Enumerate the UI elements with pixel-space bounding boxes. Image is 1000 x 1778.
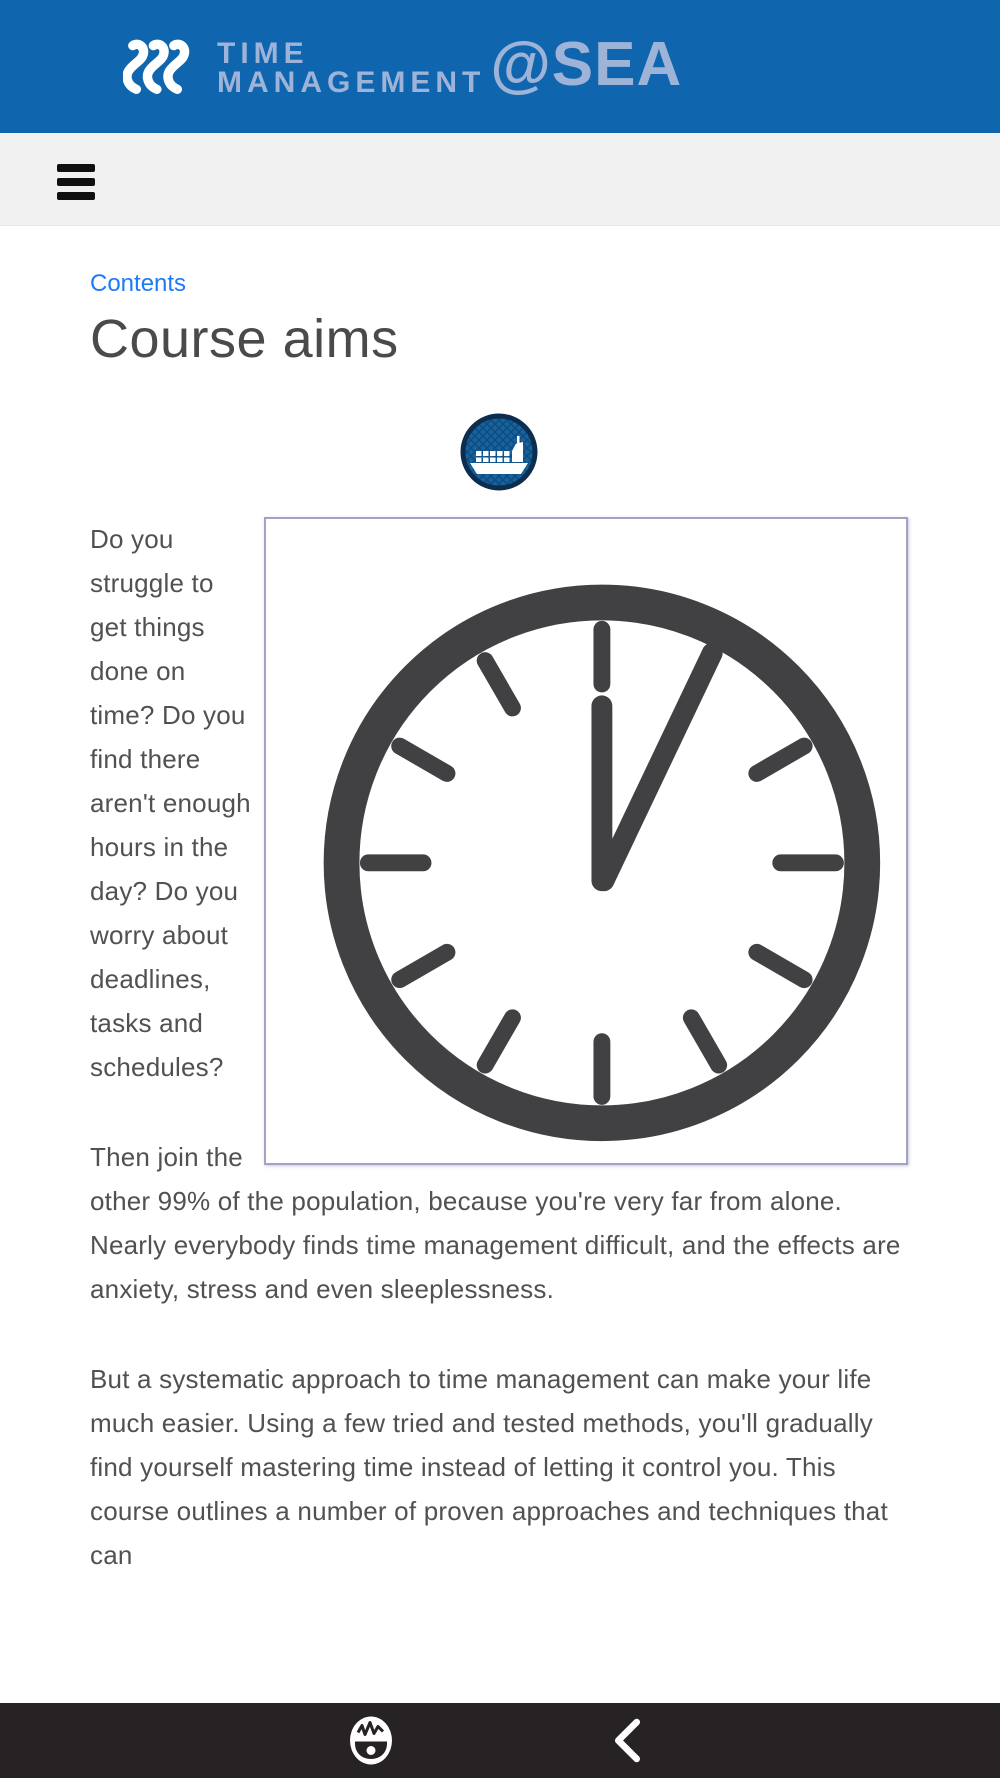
brand-line-1: TIME <box>217 36 309 70</box>
clock-image-frame <box>264 517 908 1165</box>
clock-icon <box>268 521 904 1161</box>
page-title: Course aims <box>90 309 399 369</box>
back-button[interactable] <box>612 1718 643 1763</box>
paragraph-text: But a systematic approach to time management can make your life much easier. Using a few tried and tested methods, you'll gradually find yourself mastering time instead of letting it control you. This course outlines a <box>90 1364 873 1526</box>
paragraph <box>90 1357 908 1577</box>
body-text <box>90 517 908 1577</box>
pulse-gauge-button[interactable] <box>347 1714 395 1767</box>
hamburger-bar <box>57 192 95 200</box>
paragraph: Do you struggle to get things done on time? Do you find there aren't enough hours in the day? Do you worry about deadlines, tasks and schedules? <box>90 524 251 1082</box>
brand-line-2: MANAGEMENT <box>217 65 486 99</box>
back-chevron-icon <box>612 1718 643 1763</box>
pulse-gauge-icon <box>347 1714 395 1767</box>
hamburger-icon[interactable] <box>57 164 95 200</box>
cargo-ship-icon <box>459 412 539 492</box>
waves-icon <box>123 30 205 104</box>
brand-suffix: @SEA <box>490 30 683 99</box>
brand-wordmark <box>217 36 486 99</box>
contents-link[interactable]: Contents <box>90 270 187 297</box>
app-header <box>0 0 1000 133</box>
hamburger-bar <box>57 178 95 186</box>
topic-badge-row <box>90 412 908 497</box>
hamburger-bar <box>57 164 95 172</box>
menu-bar <box>0 133 1000 226</box>
bottom-nav-bar <box>0 1703 1000 1778</box>
main-content <box>0 226 1000 1577</box>
paragraph-text-clipped: number of proven approaches and techniques that can <box>90 1496 888 1570</box>
paragraph: Then join the other 99% of the population, because you're very far from alone. Nearly everybody finds time management difficult, and the effects are anxiety, stress and even sleeplessness. <box>90 1142 901 1304</box>
